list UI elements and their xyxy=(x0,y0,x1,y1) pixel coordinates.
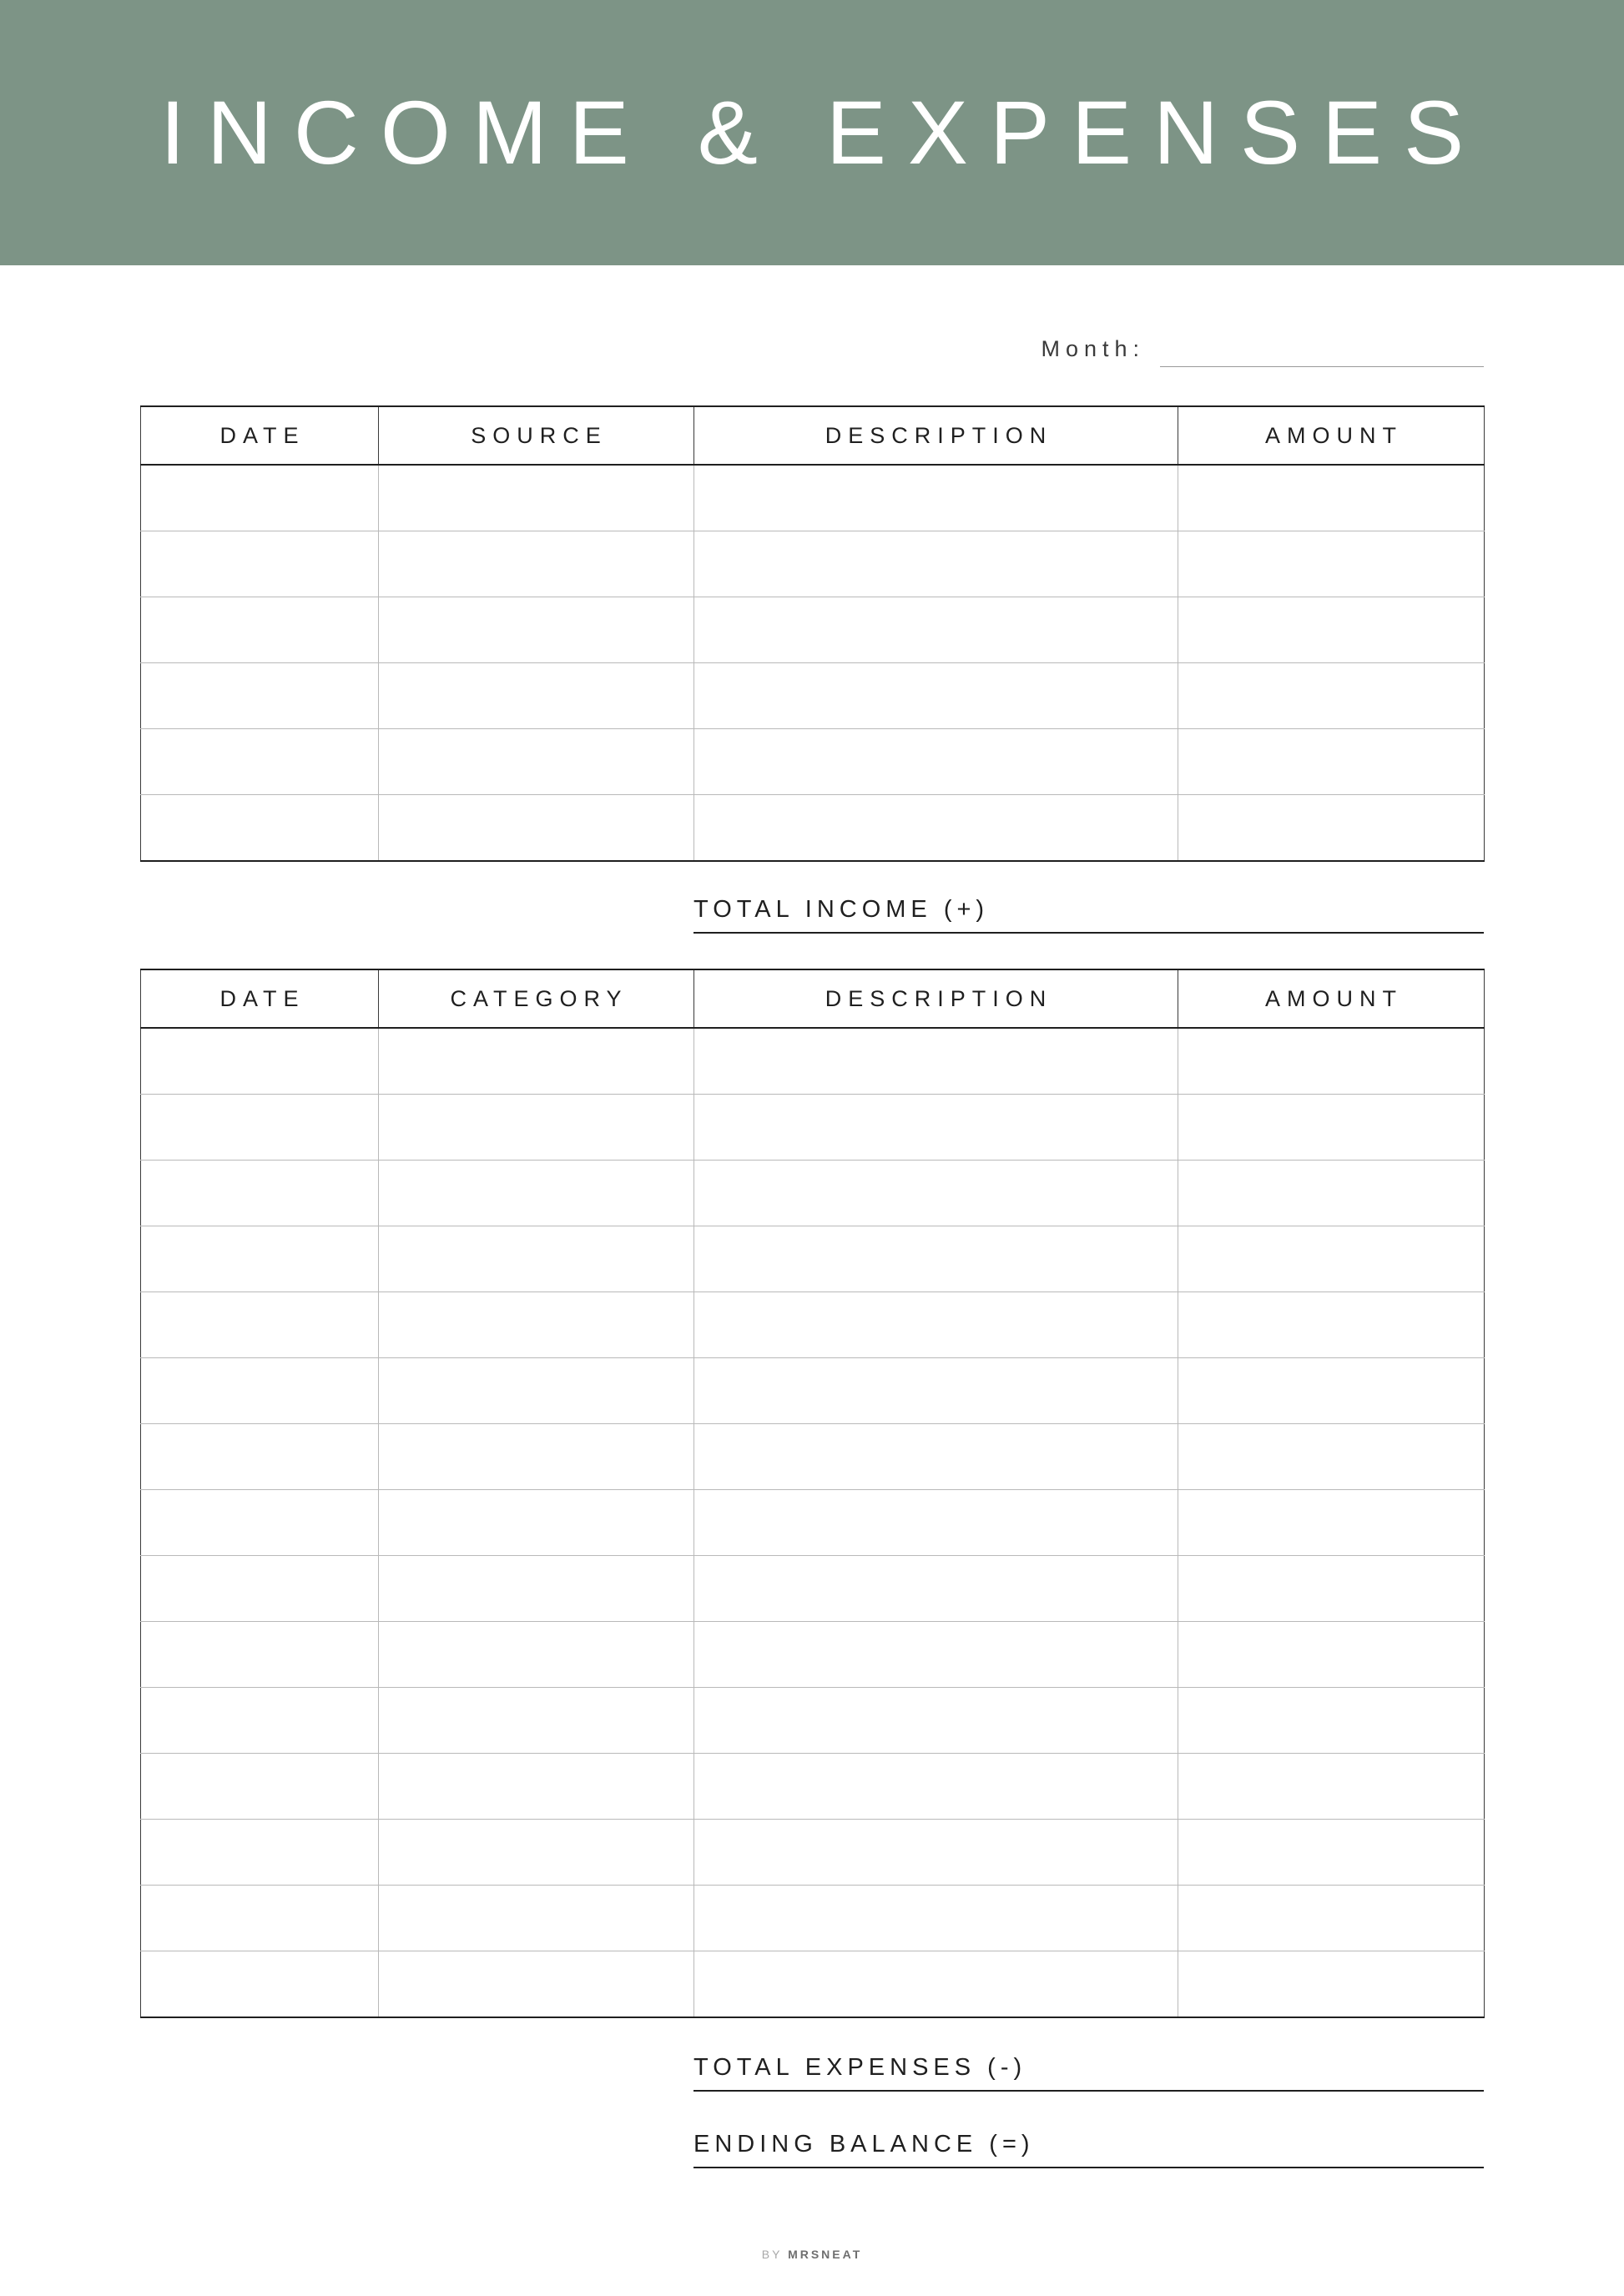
cell-description[interactable] xyxy=(694,1358,1178,1424)
cell-description[interactable] xyxy=(694,1622,1178,1688)
expense-date-input[interactable] xyxy=(141,1820,378,1885)
expenses-table-header-row xyxy=(141,969,1485,1028)
income-description-input[interactable] xyxy=(694,531,1178,597)
expense-category-input[interactable] xyxy=(379,1622,693,1687)
expense-date-input[interactable] xyxy=(141,1292,378,1357)
cell-amount[interactable] xyxy=(1178,1226,1485,1292)
expense-description-input[interactable] xyxy=(694,1820,1178,1885)
cell-amount[interactable] xyxy=(1178,1820,1485,1886)
expenses-col-category: CATEGORY xyxy=(379,969,694,1028)
cell-date[interactable] xyxy=(141,1754,379,1820)
page-body xyxy=(0,330,1624,2168)
expense-category-input[interactable] xyxy=(379,1226,693,1292)
expense-date-input[interactable] xyxy=(141,1951,378,2017)
table-row xyxy=(141,1490,1485,1556)
expense-amount-input[interactable] xyxy=(1178,1292,1484,1357)
expense-category-input[interactable] xyxy=(379,1029,693,1094)
cell-amount[interactable] xyxy=(1178,1886,1485,1951)
expense-amount-input[interactable] xyxy=(1178,1754,1484,1819)
footer-by-label: BY xyxy=(761,2248,789,2261)
expense-description-input[interactable] xyxy=(694,1951,1178,2017)
expense-amount-input[interactable] xyxy=(1178,1424,1484,1489)
income-description-input[interactable] xyxy=(694,466,1178,531)
income-description-input[interactable] xyxy=(694,663,1178,728)
expense-amount-input[interactable] xyxy=(1178,1358,1484,1423)
cell-date[interactable] xyxy=(141,1622,379,1688)
expense-date-input[interactable] xyxy=(141,1029,378,1094)
cell-description[interactable] xyxy=(694,1886,1178,1951)
cell-date[interactable] xyxy=(141,1226,379,1292)
expense-category-input[interactable] xyxy=(379,1292,693,1357)
expense-description-input[interactable] xyxy=(694,1688,1178,1753)
income-date-input[interactable] xyxy=(141,531,378,597)
table-row xyxy=(141,1292,1485,1358)
income-amount-input[interactable] xyxy=(1178,531,1484,597)
cell-date[interactable] xyxy=(141,1886,379,1951)
expense-description-input[interactable] xyxy=(694,1886,1178,1951)
income-source-input[interactable] xyxy=(379,466,693,531)
income-date-input[interactable] xyxy=(141,729,378,794)
expense-category-input[interactable] xyxy=(379,1095,693,1160)
expense-date-input[interactable] xyxy=(141,1754,378,1819)
income-description-input[interactable] xyxy=(694,795,1178,860)
cell-date[interactable] xyxy=(141,1556,379,1622)
cell-amount[interactable] xyxy=(1178,1754,1485,1820)
expense-description-input[interactable] xyxy=(694,1292,1178,1357)
cell-amount[interactable] xyxy=(1178,663,1485,729)
income-description-input[interactable] xyxy=(694,597,1178,662)
cell-amount[interactable] xyxy=(1178,1556,1485,1622)
cell-amount[interactable] xyxy=(1178,1490,1485,1556)
table-row xyxy=(141,1951,1485,2018)
cell-description[interactable] xyxy=(694,465,1178,531)
expense-description-input[interactable] xyxy=(694,1622,1178,1687)
cell-description[interactable] xyxy=(694,1688,1178,1754)
cell-date[interactable] xyxy=(141,1028,379,1095)
cell-date[interactable] xyxy=(141,531,379,597)
cell-description[interactable] xyxy=(694,1490,1178,1556)
cell-category[interactable] xyxy=(379,1358,694,1424)
expense-category-input[interactable] xyxy=(379,1490,693,1555)
cell-description[interactable] xyxy=(694,1424,1178,1490)
expense-date-input[interactable] xyxy=(141,1095,378,1160)
cell-description[interactable] xyxy=(694,1226,1178,1292)
table-row xyxy=(141,663,1485,729)
cell-description[interactable] xyxy=(694,597,1178,663)
total-expenses-label: TOTAL EXPENSES (-) xyxy=(693,2054,1027,2081)
table-row xyxy=(141,1622,1485,1688)
cell-category[interactable] xyxy=(379,1226,694,1292)
income-date-input[interactable] xyxy=(141,466,378,531)
income-amount-input[interactable] xyxy=(1178,663,1484,728)
income-source-input[interactable] xyxy=(379,729,693,794)
table-row xyxy=(141,465,1485,531)
expense-category-input[interactable] xyxy=(379,1424,693,1489)
expense-description-input[interactable] xyxy=(694,1358,1178,1423)
cell-amount[interactable] xyxy=(1178,531,1485,597)
cell-amount[interactable] xyxy=(1178,1688,1485,1754)
expense-amount-input[interactable] xyxy=(1178,1095,1484,1160)
income-source-input[interactable] xyxy=(379,597,693,662)
table-row xyxy=(141,1161,1485,1226)
expense-description-input[interactable] xyxy=(694,1556,1178,1621)
expense-category-input[interactable] xyxy=(379,1886,693,1951)
expenses-col-date: DATE xyxy=(141,969,379,1028)
cell-description[interactable] xyxy=(694,1292,1178,1358)
expense-amount-input[interactable] xyxy=(1178,1556,1484,1621)
table-row xyxy=(141,795,1485,862)
cell-amount[interactable] xyxy=(1178,729,1485,795)
cell-category[interactable] xyxy=(379,1754,694,1820)
expense-description-input[interactable] xyxy=(694,1029,1178,1094)
income-col-date: DATE xyxy=(141,406,379,465)
page-title: INCOME & EXPENSES xyxy=(159,82,1486,183)
income-amount-input[interactable] xyxy=(1178,729,1484,794)
month-label: Month: xyxy=(1041,336,1145,361)
expense-amount-input[interactable] xyxy=(1178,1886,1484,1951)
expense-description-input[interactable] xyxy=(694,1754,1178,1819)
income-amount-input[interactable] xyxy=(1178,597,1484,662)
cell-category[interactable] xyxy=(379,1622,694,1688)
footer xyxy=(0,2248,1624,2261)
cell-description[interactable] xyxy=(694,795,1178,862)
cell-amount[interactable] xyxy=(1178,1161,1485,1226)
cell-amount[interactable] xyxy=(1178,465,1485,531)
income-description-input[interactable] xyxy=(694,729,1178,794)
cell-description[interactable] xyxy=(694,531,1178,597)
ending-balance-input[interactable] xyxy=(1035,2122,1484,2167)
total-income-row xyxy=(693,879,1484,934)
cell-category[interactable] xyxy=(379,1292,694,1358)
expense-date-input[interactable] xyxy=(141,1226,378,1292)
income-col-amount: AMOUNT xyxy=(1178,406,1485,465)
income-date-input[interactable] xyxy=(141,663,378,728)
table-row xyxy=(141,1688,1485,1754)
cell-category[interactable] xyxy=(379,1886,694,1951)
cell-category[interactable] xyxy=(379,1951,694,2018)
cell-date[interactable] xyxy=(141,597,379,663)
cell-amount[interactable] xyxy=(1178,1358,1485,1424)
expense-amount-input[interactable] xyxy=(1178,1622,1484,1687)
cell-source[interactable] xyxy=(379,465,694,531)
cell-description[interactable] xyxy=(694,1820,1178,1886)
cell-description[interactable] xyxy=(694,1951,1178,2018)
cell-amount[interactable] xyxy=(1178,1424,1485,1490)
cell-date[interactable] xyxy=(141,1688,379,1754)
cell-date[interactable] xyxy=(141,663,379,729)
cell-description[interactable] xyxy=(694,1161,1178,1226)
month-input[interactable] xyxy=(1160,330,1484,367)
cell-category[interactable] xyxy=(379,1688,694,1754)
cell-amount[interactable] xyxy=(1178,1292,1485,1358)
cell-amount[interactable] xyxy=(1178,597,1485,663)
income-source-input[interactable] xyxy=(379,795,693,860)
income-table-header-row xyxy=(141,406,1485,465)
cell-date[interactable] xyxy=(141,729,379,795)
table-row xyxy=(141,531,1485,597)
expense-date-input[interactable] xyxy=(141,1424,378,1489)
cell-amount[interactable] xyxy=(1178,1622,1485,1688)
expense-date-input[interactable] xyxy=(141,1358,378,1423)
cell-date[interactable] xyxy=(141,1095,379,1161)
expense-category-input[interactable] xyxy=(379,1688,693,1753)
cell-category[interactable] xyxy=(379,1424,694,1490)
table-row xyxy=(141,1820,1485,1886)
cell-source[interactable] xyxy=(379,531,694,597)
cell-source[interactable] xyxy=(379,795,694,862)
expense-amount-input[interactable] xyxy=(1178,1161,1484,1226)
expense-amount-input[interactable] xyxy=(1178,1951,1484,2017)
cell-date[interactable] xyxy=(141,1358,379,1424)
cell-description[interactable] xyxy=(694,1095,1178,1161)
expense-date-input[interactable] xyxy=(141,1490,378,1555)
income-col-source: SOURCE xyxy=(379,406,694,465)
cell-description[interactable] xyxy=(694,1028,1178,1095)
page-header xyxy=(0,0,1624,265)
expense-amount-input[interactable] xyxy=(1178,1029,1484,1094)
income-amount-input[interactable] xyxy=(1178,795,1484,860)
cell-description[interactable] xyxy=(694,663,1178,729)
month-row xyxy=(140,330,1484,367)
table-row xyxy=(141,1095,1485,1161)
cell-description[interactable] xyxy=(694,1754,1178,1820)
table-row xyxy=(141,1424,1485,1490)
cell-category[interactable] xyxy=(379,1490,694,1556)
expense-amount-input[interactable] xyxy=(1178,1226,1484,1292)
cell-description[interactable] xyxy=(694,729,1178,795)
expense-category-input[interactable] xyxy=(379,1556,693,1621)
income-source-input[interactable] xyxy=(379,663,693,728)
cell-date[interactable] xyxy=(141,1820,379,1886)
cell-source[interactable] xyxy=(379,729,694,795)
table-row xyxy=(141,1556,1485,1622)
ending-balance-label: ENDING BALANCE (=) xyxy=(693,2131,1035,2158)
expense-category-input[interactable] xyxy=(379,1358,693,1423)
cell-category[interactable] xyxy=(379,1820,694,1886)
income-col-description: DESCRIPTION xyxy=(694,406,1178,465)
income-table xyxy=(140,405,1485,862)
income-source-input[interactable] xyxy=(379,531,693,597)
cell-description[interactable] xyxy=(694,1556,1178,1622)
cell-date[interactable] xyxy=(141,1292,379,1358)
total-expenses-row xyxy=(693,2037,1484,2092)
cell-date[interactable] xyxy=(141,795,379,862)
cell-category[interactable] xyxy=(379,1556,694,1622)
expense-date-input[interactable] xyxy=(141,1556,378,1621)
cell-category[interactable] xyxy=(379,1095,694,1161)
cell-category[interactable] xyxy=(379,1028,694,1095)
table-row xyxy=(141,1358,1485,1424)
table-row xyxy=(141,1754,1485,1820)
cell-date[interactable] xyxy=(141,1424,379,1490)
total-expenses-input[interactable] xyxy=(1026,2045,1484,2090)
table-row xyxy=(141,729,1485,795)
expense-amount-input[interactable] xyxy=(1178,1490,1484,1555)
expense-description-input[interactable] xyxy=(694,1424,1178,1489)
cell-source[interactable] xyxy=(379,597,694,663)
cell-source[interactable] xyxy=(379,663,694,729)
expense-description-input[interactable] xyxy=(694,1226,1178,1292)
cell-date[interactable] xyxy=(141,465,379,531)
expense-description-input[interactable] xyxy=(694,1490,1178,1555)
expense-date-input[interactable] xyxy=(141,1622,378,1687)
expenses-col-amount: AMOUNT xyxy=(1178,969,1485,1028)
expense-category-input[interactable] xyxy=(379,1820,693,1885)
expense-category-input[interactable] xyxy=(379,1161,693,1226)
income-date-input[interactable] xyxy=(141,795,378,860)
expense-amount-input[interactable] xyxy=(1178,1820,1484,1885)
footer-brand: MRSNEAT xyxy=(788,2248,863,2261)
expense-amount-input[interactable] xyxy=(1178,1688,1484,1753)
cell-date[interactable] xyxy=(141,1161,379,1226)
cell-date[interactable] xyxy=(141,1490,379,1556)
expense-date-input[interactable] xyxy=(141,1886,378,1951)
table-row xyxy=(141,1886,1485,1951)
expense-category-input[interactable] xyxy=(379,1754,693,1819)
expense-category-input[interactable] xyxy=(379,1951,693,2017)
cell-date[interactable] xyxy=(141,1951,379,2018)
expenses-table xyxy=(140,969,1485,2018)
expense-date-input[interactable] xyxy=(141,1688,378,1753)
cell-category[interactable] xyxy=(379,1161,694,1226)
cell-amount[interactable] xyxy=(1178,1095,1485,1161)
expense-description-input[interactable] xyxy=(694,1095,1178,1160)
total-income-label: TOTAL INCOME (+) xyxy=(693,896,990,923)
total-income-input[interactable] xyxy=(989,887,1484,932)
expense-description-input[interactable] xyxy=(694,1161,1178,1226)
cell-amount[interactable] xyxy=(1178,1028,1485,1095)
expense-date-input[interactable] xyxy=(141,1161,378,1226)
table-row xyxy=(141,597,1485,663)
cell-amount[interactable] xyxy=(1178,1951,1485,2018)
ending-balance-row xyxy=(693,2113,1484,2168)
table-row xyxy=(141,1226,1485,1292)
cell-amount[interactable] xyxy=(1178,795,1485,862)
income-date-input[interactable] xyxy=(141,597,378,662)
table-row xyxy=(141,1028,1485,1095)
expenses-col-description: DESCRIPTION xyxy=(694,969,1178,1028)
income-amount-input[interactable] xyxy=(1178,466,1484,531)
